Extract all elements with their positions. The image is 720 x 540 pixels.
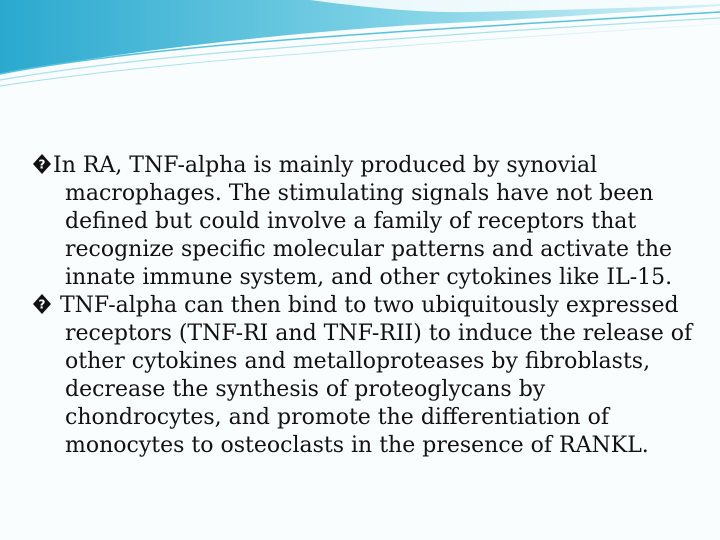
- svg-text:?: ?: [38, 297, 46, 312]
- body-text: [32, 152, 702, 460]
- header-wave-decoration: [0, 0, 720, 90]
- paragraph-2-text: TNF-alpha can then bind to two ubiquitously expressed receptors (TNF-RI and TNF-RII) to induce the release of other cytokines and metalloproteases by fibroblasts, decrease the synthesis of proteoglycans by chondrocytes, and promote the differentiation of monocytes to osteoclasts in the presence of RANKL.: [53, 293, 693, 458]
- paragraph-2: [32, 292, 702, 460]
- svg-text:?: ?: [38, 157, 46, 172]
- replacement-character-icon: [32, 293, 52, 315]
- replacement-character-icon: [32, 153, 52, 175]
- paragraph-1-text: In RA, TNF-alpha is mainly produced by synovial macrophages. The stimulating signals have not been defined but could involve a family of receptors that recognize specific molecular patterns and activate the innate immune system, and other cytokines like IL-15.: [53, 153, 673, 290]
- paragraph-1: [32, 152, 702, 292]
